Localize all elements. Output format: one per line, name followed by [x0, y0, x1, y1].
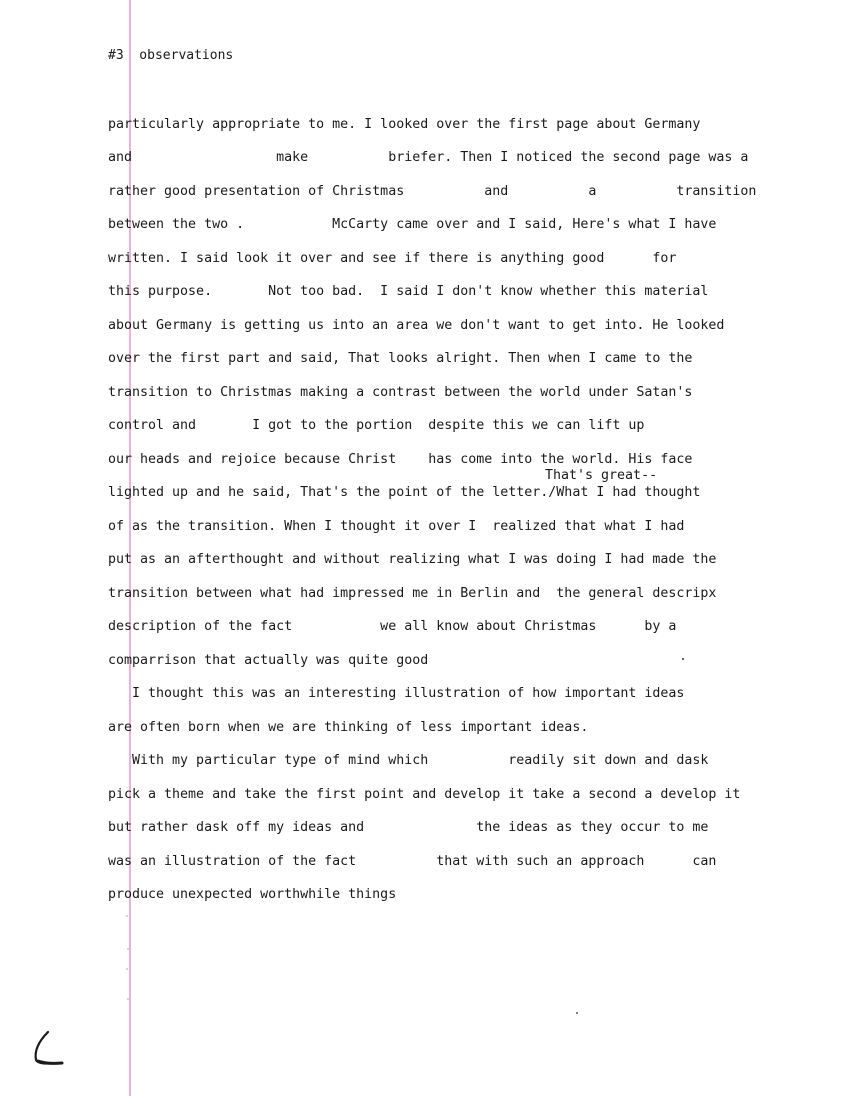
- text-line: lighted up and he said, That's the point of the letter./What I had thought: [108, 485, 701, 500]
- text-line: about Germany is getting us into an area we don't want to get into. He looked: [108, 318, 725, 333]
- text-line: comparrison that actually was quite good: [108, 653, 429, 668]
- text-line: transition to Christmas making a contrast between the world under Satan's: [108, 385, 693, 400]
- page-header: #3 observations: [108, 48, 234, 63]
- scan-speck: [127, 948, 129, 950]
- text-line: written. I said look it over and see if there is anything good for: [108, 251, 677, 266]
- scan-speck: [127, 998, 129, 1000]
- text-line: pick a theme and take the first point and develop it take a second a develop it: [108, 787, 741, 802]
- text-line: between the two . McCarty came over and I said, Here's what I have: [108, 217, 717, 232]
- text-line: are often born when we are thinking of less important ideas.: [108, 720, 589, 735]
- text-line: our heads and rejoice because Christ has come into the world. His face: [108, 452, 693, 467]
- interlinear-insertion: That's great--: [545, 468, 658, 483]
- text-line: I thought this was an interesting illustration of how important ideas: [108, 686, 685, 701]
- text-line: produce unexpected worthwhile things: [108, 887, 397, 902]
- text-line: particularly appropriate to me. I looked over the first page about Germany: [108, 117, 701, 132]
- text-line: over the first part and said, That looks alright. Then when I came to the: [108, 351, 693, 366]
- text-line: description of the fact we all know about Christmas by a: [108, 619, 677, 634]
- text-line: With my particular type of mind which readily sit down and dask: [108, 753, 709, 768]
- text-line: put as an afterthought and without realizing what I was doing I had made the: [108, 552, 717, 567]
- text-line: but rather dask off my ideas and the ideas as they occur to me: [108, 820, 709, 835]
- scan-speck: [682, 658, 684, 660]
- text-line: of as the transition. When I thought it over I realized that what I had: [108, 519, 685, 534]
- text-line: was an illustration of the fact that with such an approach can: [108, 854, 717, 869]
- text-line: control and I got to the portion despite this we can lift up: [108, 418, 645, 433]
- scan-speck: [126, 915, 128, 917]
- text-line: rather good presentation of Christmas and a transition: [108, 184, 757, 199]
- pen-stroke-mark: [30, 1030, 66, 1070]
- text-line: this purpose. Not too bad. I said I don't know whether this material: [108, 284, 709, 299]
- scan-speck: [126, 968, 128, 970]
- text-line: transition between what had impressed me in Berlin and the general descripx: [108, 586, 717, 601]
- scan-speck: [576, 1012, 578, 1014]
- text-line: and make briefer. Then I noticed the second page was a: [108, 150, 749, 165]
